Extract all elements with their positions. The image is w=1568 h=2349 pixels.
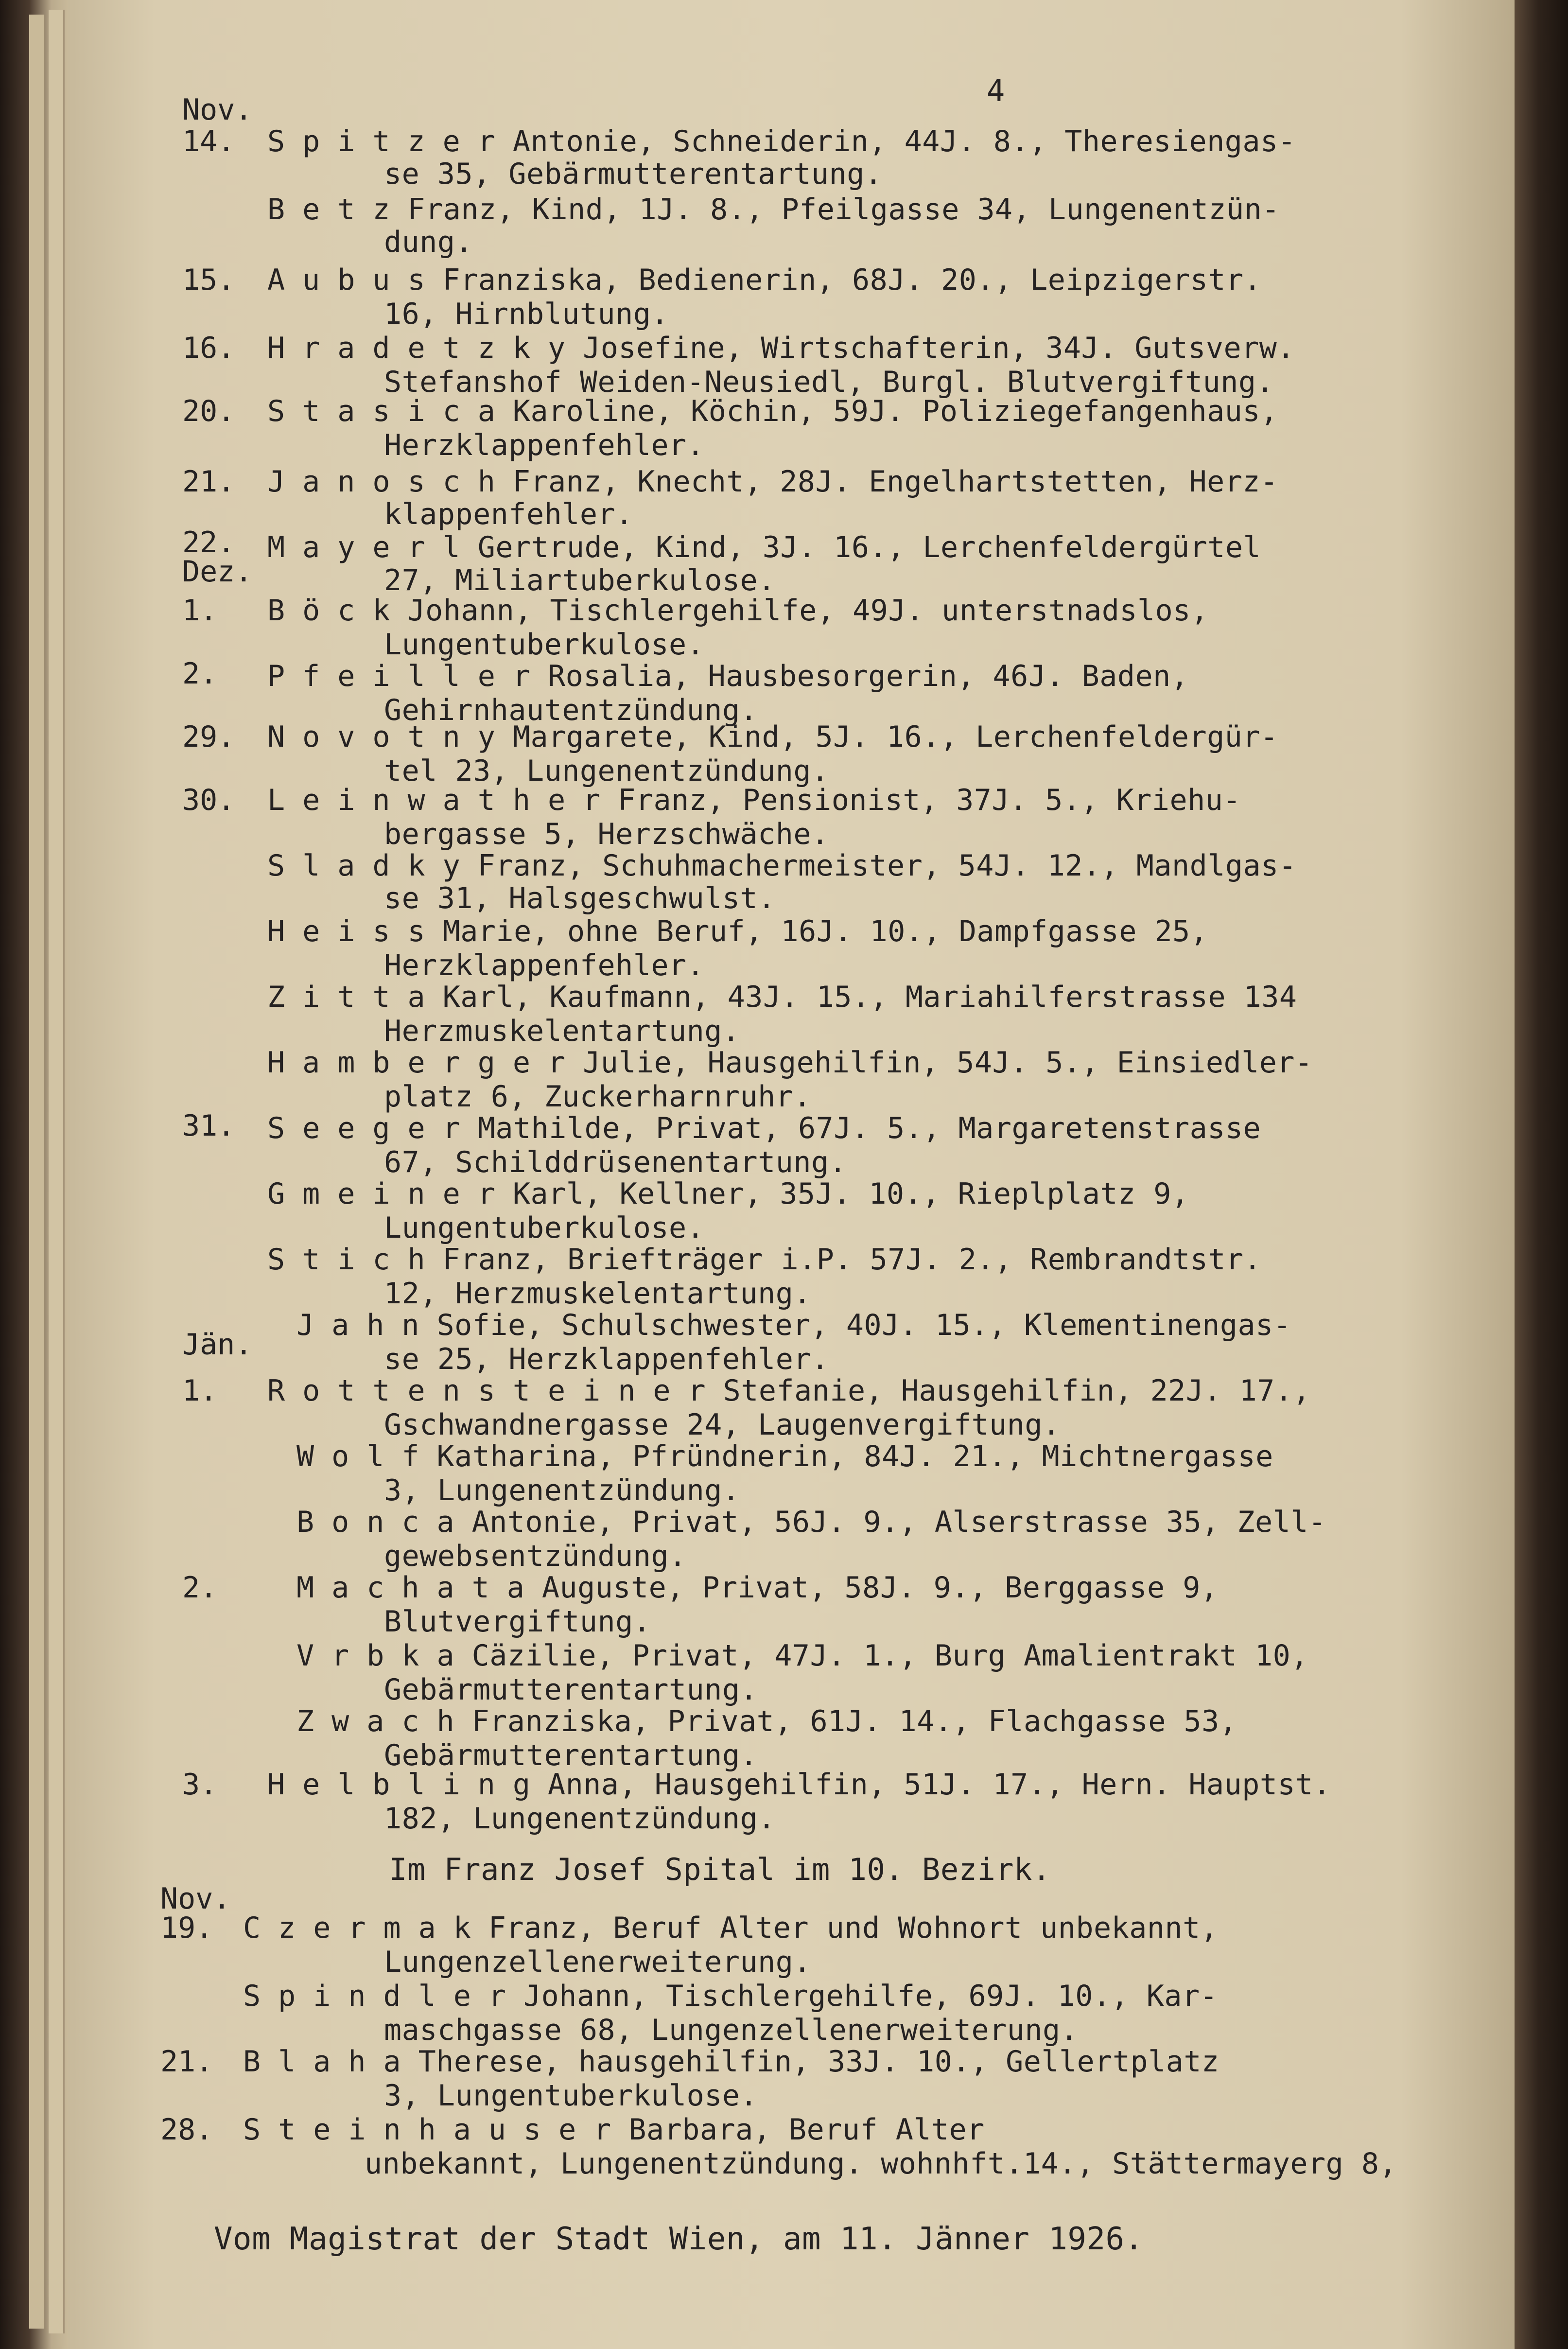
entry-surname: Spitzer <box>267 124 513 158</box>
entry-surname: Seeger <box>267 1111 478 1145</box>
entry-details-cont: tel 23, Lungenentzündung. <box>384 754 829 788</box>
entry-details: Karl, Kellner, 35J. 10., Rieplplatz 9, <box>512 1177 1189 1211</box>
entry-surname: Hradetzky <box>267 331 583 365</box>
entry-surname: Gmeiner <box>267 1177 513 1211</box>
entry-surname: Helbling <box>267 1768 548 1802</box>
entry-details: Marie, ohne Beruf, 16J. 10., Dampfgasse 25, <box>442 914 1208 948</box>
month-label: Nov. <box>160 1882 231 1916</box>
entry-surname: Steinhauser <box>243 2113 629 2147</box>
entry-surname: Jahn <box>296 1308 437 1342</box>
entry-surname: Mayerl <box>267 530 478 564</box>
entry-details: Franz, Pensionist, 37J. 5., Kriehu- <box>618 783 1241 817</box>
entry-details-cont: 3, Lungenentzündung. <box>384 1473 740 1508</box>
entry-details-cont: Lungenzellenerweiterung. <box>384 1945 811 1979</box>
entry-details-cont: Gschwandnergasse 24, Laugenvergiftung. <box>384 1408 1061 1442</box>
entry-day: 31. <box>182 1109 235 1143</box>
entry-details: Franz, Schuhmachermeister, 54J. 12., Mandlgas- <box>477 849 1297 883</box>
entry-details-cont: Gebärmutterentartung. <box>384 1673 758 1707</box>
entry-details: Antonie, Schneiderin, 44J. 8., Theresiengas- <box>512 124 1296 158</box>
entry-day: 20. <box>182 394 235 428</box>
entry-day: 21. <box>182 465 235 499</box>
entry-surname: Novotny <box>267 720 513 754</box>
entry-details: Julie, Hausgehilfin, 54J. 5., Einsiedler- <box>583 1046 1313 1080</box>
entry-details: Franz, Knecht, 28J. Engelhartstetten, Herz- <box>512 465 1278 499</box>
entry-day: 15. <box>182 263 235 297</box>
entry-day: 22. <box>182 526 235 560</box>
month-label: Nov. <box>182 93 253 127</box>
entry-surname: Rottensteiner <box>267 1374 723 1408</box>
entry-surname: Janosch <box>267 465 513 499</box>
entry-details-cont: maschgasse 68, Lungenzellenerweiterung. <box>384 2013 1079 2047</box>
entry-day: 2. <box>182 657 218 691</box>
entry-details-cont: 3, Lungentuberkulose. <box>384 2079 758 2113</box>
entry-details-cont: Herzklappenfehler. <box>384 428 705 462</box>
entry-surname: Czermak <box>243 1911 488 1945</box>
entry-day: 28. <box>160 2113 213 2147</box>
month-label: Jän. <box>182 1328 253 1362</box>
entry-details-cont: Gebärmutterentartung. <box>384 1738 758 1772</box>
entry-surname: Blaha <box>243 2045 418 2079</box>
entry-details-cont: se 31, Halsgeschwulst. <box>384 881 776 915</box>
entry-surname: Wolf <box>296 1439 437 1473</box>
entry-details-cont: Gehirnhautentzündung. <box>384 693 758 727</box>
entry-details: Franziska, Privat, 61J. 14., Flachgasse 53, <box>471 1704 1237 1738</box>
month-label: Dez. <box>182 555 253 589</box>
entry-surname: Vrbka <box>296 1639 472 1673</box>
entry-details: Johann, Tischlergehilfe, 69J. 10., Kar- <box>523 1979 1218 2013</box>
entry-details-cont: Herzklappenfehler. <box>384 948 705 982</box>
entry-surname: Aubus <box>267 263 443 297</box>
entry-details-cont: se 35, Gebärmutterentartung. <box>384 157 883 191</box>
entry-details: Margarete, Kind, 5J. 16., Lerchenfeldergür- <box>512 720 1278 754</box>
entry-details: Barbara, Beruf Alter <box>628 2113 985 2147</box>
entry-day: 21. <box>160 2045 213 2079</box>
entry-details: Karl, Kaufmann, 43J. 15., Mariahilferstrasse 134 <box>442 980 1297 1014</box>
entry-details: Johann, Tischlergehilfe, 49J. unterstnadslos, <box>407 594 1209 628</box>
entry-day: 2. <box>182 1571 218 1605</box>
entry-details-cont: Lungentuberkulose. <box>384 628 705 662</box>
entry-details: Therese, hausgehilfin, 33J. 10., Gellertplatz <box>418 2045 1220 2079</box>
entry-details-cont: se 25, Herzklappenfehler. <box>384 1342 829 1376</box>
entry-day: 19. <box>160 1911 213 1945</box>
entry-details: Auguste, Privat, 58J. 9., Berggasse 9, <box>541 1571 1219 1605</box>
entry-surname: Stich <box>267 1243 443 1277</box>
entry-details: Katharina, Pfründnerin, 84J. 21., Michtnergasse <box>436 1439 1273 1473</box>
entry-surname: Hamberger <box>267 1046 583 1080</box>
entry-details: Stefanie, Hausgehilfin, 22J. 17., <box>723 1374 1311 1408</box>
entry-details: Franz, Briefträger i.P. 57J. 2., Rembrandtstr. <box>442 1243 1262 1277</box>
entry-details-cont: 27, Miliartuberkulose. <box>384 563 776 597</box>
entry-details-cont: 16, Hirnblutung. <box>384 297 669 331</box>
entry-details: Franziska, Bedienerin, 68J. 20., Leipzigerstr. <box>442 263 1262 297</box>
page-stack-layer <box>29 15 45 2329</box>
entry-details-cont: Herzmuskelentartung. <box>384 1014 740 1048</box>
entry-surname: Bonca <box>296 1505 472 1539</box>
section-heading: Im Franz Josef Spital im 10. Bezirk. <box>389 1852 1051 1887</box>
entry-details: Karoline, Köchin, 59J. Poliziegefangenhaus, <box>512 394 1278 428</box>
entry-details-cont: bergasse 5, Herzschwäche. <box>384 817 829 851</box>
entry-details-cont: Blutvergiftung. <box>384 1605 651 1639</box>
entry-details-cont: Lungentuberkulose. <box>384 1211 705 1245</box>
entry-details-cont: platz 6, Zuckerharnruhr. <box>384 1080 811 1114</box>
entry-details: Anna, Hausgehilfin, 51J. 17., Hern. Hauptst. <box>547 1768 1331 1802</box>
entry-day: 29. <box>182 720 235 754</box>
entry-details-cont: gewebsentzündung. <box>384 1539 687 1573</box>
entry-surname: Machata <box>296 1571 542 1605</box>
entry-details: Cäzilie, Privat, 47J. 1., Burg Amalientrakt 10, <box>471 1639 1308 1673</box>
entry-surname: Leinwather <box>267 783 618 817</box>
entry-day: 3. <box>182 1768 218 1802</box>
footer-signature-line: Vom Magistrat der Stadt Wien, am 11. Jänner 1926. <box>214 2221 1144 2257</box>
entry-details: Rosalia, Hausbesorgerin, 46J. Baden, <box>547 659 1189 693</box>
entry-details-cont: unbekannt, Lungenentzündung. wohnhft.14., Stättermayerg 8, <box>365 2147 1397 2181</box>
entry-surname: Heiss <box>267 914 443 948</box>
entry-surname: Zitta <box>267 980 443 1014</box>
entry-details-cont: Stefanshof Weiden-Neusiedl, Burgl. Blutvergiftung. <box>384 365 1274 399</box>
entry-day: 1. <box>182 594 218 628</box>
entry-details: Sofie, Schulschwester, 40J. 15., Klementinengas- <box>436 1308 1291 1342</box>
binding-shadow <box>1515 0 1568 2349</box>
entry-details-cont: dung. <box>384 225 473 259</box>
entry-surname: Betz <box>267 193 408 227</box>
entry-day: 14. <box>182 124 235 158</box>
entry-details: Mathilde, Privat, 67J. 5., Margaretenstrasse <box>477 1111 1261 1145</box>
entry-details-cont: 182, Lungenentzündung. <box>384 1802 776 1836</box>
entry-surname: Sladky <box>267 849 478 883</box>
entry-day: 1. <box>182 1374 218 1408</box>
entry-details: Franz, Beruf Alter und Wohnort unbekannt, <box>488 1911 1219 1945</box>
entry-surname: Spindler <box>243 1979 523 2013</box>
entry-surname: Böck <box>267 594 408 628</box>
entry-day: 30. <box>182 783 235 817</box>
entry-surname: Zwach <box>296 1704 472 1738</box>
page-stack-layer <box>49 10 65 2333</box>
entry-details: Franz, Kind, 1J. 8., Pfeilgasse 34, Lungenentzün- <box>407 193 1280 227</box>
entry-surname: Pfeiller <box>267 659 548 693</box>
document-page <box>68 0 1516 2349</box>
entry-details: Josefine, Wirtschafterin, 34J. Gutsverw. <box>583 331 1295 365</box>
entry-details-cont: 67, Schilddrüsenentartung. <box>384 1145 847 1179</box>
entry-details-cont: 12, Herzmuskelentartung. <box>384 1277 811 1311</box>
entry-day: 16. <box>182 331 235 365</box>
entry-surname: Stasica <box>267 394 513 428</box>
entry-details: Gertrude, Kind, 3J. 16., Lerchenfeldergürtel <box>477 530 1261 564</box>
entry-details-cont: klappenfehler. <box>384 497 633 531</box>
page-number: 4 <box>987 73 1005 108</box>
entry-details: Antonie, Privat, 56J. 9., Alserstrasse 35, Zell- <box>471 1505 1326 1539</box>
